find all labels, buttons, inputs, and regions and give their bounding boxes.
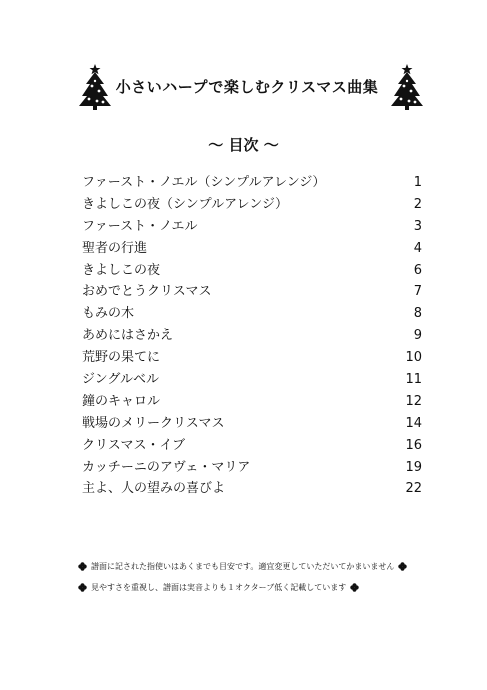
clover-icon (398, 562, 407, 571)
toc-row[interactable] (82, 347, 422, 369)
toc-row[interactable] (82, 457, 422, 479)
toc-entry-title: あめにはさかえ (82, 328, 174, 344)
toc-row[interactable] (82, 325, 422, 347)
toc-entry-title: おめでとうクリスマス (82, 284, 212, 300)
note-octave (74, 582, 434, 593)
toc-entry-page: 3 (413, 218, 422, 234)
toc-entry-page: 1 (413, 175, 422, 190)
toc-entry-page: 4 (413, 240, 422, 256)
toc-row[interactable] (82, 413, 422, 435)
page-title: 小さいハープで楽しむクリスマス曲集 (115, 78, 379, 96)
table-of-contents (82, 172, 422, 500)
toc-heading: ～ 目次 ～ (208, 136, 279, 154)
toc-entry-page: 11 (405, 372, 422, 388)
toc-entry-title: ファースト・ノエル（シンプルアレンジ） (82, 175, 326, 190)
toc-entry-title: きよしこの夜 (82, 262, 161, 278)
toc-entry-title: 鐘のキャロル (82, 393, 161, 409)
toc-entry-title: ジングルベル (82, 372, 160, 388)
toc-entry-title: 戦場のメリークリスマス (82, 415, 225, 431)
clover-icon (350, 583, 359, 592)
note-text: 見やすさを重視し、譜面は実音よりも１オクターブ低く記載しています (91, 583, 347, 592)
toc-entry-title: 聖者の行進 (82, 240, 148, 256)
toc-row[interactable] (82, 172, 422, 194)
christmas-tree-icon (78, 62, 112, 110)
toc-entry-title: 主よ、人の望みの喜びよ (82, 481, 226, 497)
toc-entry-page: 10 (405, 350, 422, 366)
clover-icon (78, 562, 87, 571)
toc-entry-page: 16 (405, 437, 422, 453)
header (0, 62, 487, 112)
toc-row[interactable] (82, 391, 422, 413)
note-text: 譜面に記された指使いはあくまでも目安です。適宜変更していただいてかまいません (91, 562, 395, 571)
toc-entry-title: もみの木 (82, 306, 135, 322)
toc-row[interactable] (82, 281, 422, 303)
toc-entry-page: 8 (413, 306, 422, 322)
clover-icon (78, 583, 87, 592)
toc-row[interactable] (82, 303, 422, 325)
toc-entry-page: 6 (413, 262, 422, 278)
toc-row[interactable] (82, 478, 422, 500)
note-fingering (74, 561, 434, 572)
toc-row[interactable] (82, 194, 422, 216)
toc-row[interactable] (82, 260, 422, 282)
toc-entry-page: 2 (413, 196, 422, 212)
toc-entry-page: 14 (405, 415, 422, 431)
toc-entry-page: 22 (405, 481, 422, 497)
toc-entry-page: 19 (405, 459, 422, 475)
toc-row[interactable] (82, 216, 422, 238)
toc-row[interactable] (82, 369, 422, 391)
toc-entry-title: きよしこの夜（シンプルアレンジ） (82, 196, 288, 212)
toc-entry-title: 荒野の果てに (82, 350, 161, 366)
toc-row[interactable] (82, 238, 422, 260)
toc-entry-page: 9 (413, 328, 422, 344)
toc-entry-title: ファースト・ノエル (82, 218, 198, 234)
toc-entry-page: 12 (405, 393, 422, 409)
toc-entry-title: クリスマス・イブ (82, 437, 186, 453)
toc-entry-page: 7 (413, 284, 422, 300)
toc-row[interactable] (82, 435, 422, 457)
christmas-tree-icon (390, 62, 424, 110)
toc-entry-title: カッチーニのアヴェ・マリア (82, 459, 251, 475)
